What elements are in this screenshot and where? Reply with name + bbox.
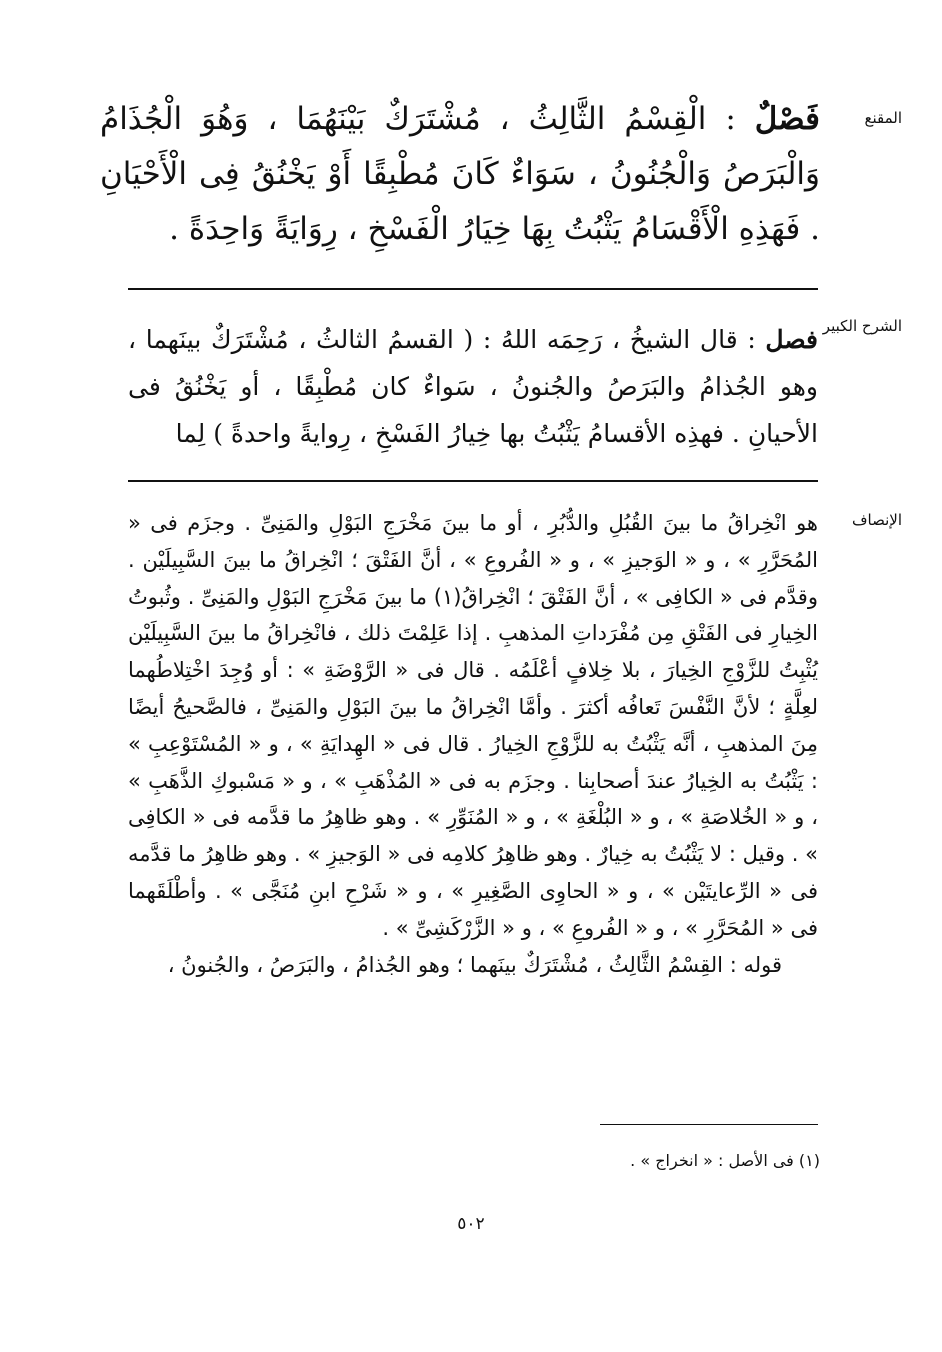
page-number: ٥٠٢ <box>457 1214 485 1234</box>
muqni-text-block <box>100 92 820 257</box>
insaf-paragraph: هو انْخِراقُ ما بينَ القُبُلِ والدُّبُرِ ، أو ما بينَ مَخْرَجِ البَوْلِ والمَنِىِّ . وجزَم فى « المُحَرَّرِ » ، و « الوَجيزِ » ، و « الفُروعِ » ، أنَّ الفَتْقَ ؛ انْخِراقُ ما بينَ السَّبِيلَيْن . وقدَّم فى « الكافِى » ، أنَّ الفَتْقَ ؛ انْخِراقُ(١) ما بينَ مَخْرَجِ البَوْلِ والمَنِىِّ . وثُبوتُ الخِيارِ فى الفَتْقِ مِن مُفْرَداتِ المذهبِ . إذا عَلِمْتَ ذلك ، فانْخِراقُ ما بينَ السَّبِيلَيْن يُثْبِتُ للزَّوْجِ الخِيارَ ، بلا خِلافٍ أعْلَمُه . قال فى « الرَّوْضَةِ » : أو وُجِدَ اخْتِلاطُهما لعِلَّةٍ ؛ لأنَّ النَّفْسَ تَعافُه أكثرَ . وأمَّا انْخِراقُ ما بينَ البَوْلِ والمَنِىِّ ، فالصَّحيحُ أيضًا مِنَ المذهبِ ، أنَّه يَثْبُتُ به للزَّوْجِ الخِيارُ . قال فى « الهِدايَةِ » ، و « المُسْتَوْعِبِ » : يَثْبُتُ به الخِيارُ عندَ أصحابِنا . وجزَم به فى « المُذْهَبِ » ، و « مَسْبوكِ الذَّهَبِ » ، و « الخُلاصَةِ » ، و « البُلْغَةِ » ، و « المُنَوِّرِ » . وهو ظاهِرُ ما قدَّمه فى « الكافِى » . وقيل : لا يَثْبُتُ به خِيارٌ . وهو ظاهِرُ كلامِه فى « الوَجيزِ » . وهو ظاهِرُ ما قدَّمه فى « الرِّعايتَيْن » ، و « الحاوِى الصَّغِيرِ » ، و « شَرْحِ ابنِ مُنَجَّى » . وأطْلَقَهما فى « المُحَرَّرِ » ، و « الفُروعِ » ، و « الزَّرْكَشِىِّ » . <box>128 511 818 940</box>
footnote: (١) فى الأصل : « انخراج » . <box>630 1151 820 1170</box>
muqni-label: المقنع <box>864 109 902 127</box>
sharh-heading: فصل <box>765 325 818 354</box>
sharh-label: الشرح الكبير <box>822 317 902 335</box>
muqni-body: : الْقِسْمُ الثَّالِثُ ، مُشْتَرَكٌ بَيْنَهُمَا ، وَهُوَ الْجُذَامُ وَالْبَرَصُ وَالْجُنُونُ ، سَوَاءٌ كَانَ مُطْبِقًا أَوْ يَخْنُقُ فِى الْأَحْيَانِ . فَهَذِهِ الْأَقْسَامُ يَثْبُتُ بِهَا خِيَارُ الْفَسْخِ ، رِوَايَةً وَاحِدَةً . <box>100 101 820 247</box>
sharh-text-block <box>128 316 818 457</box>
sharh-paragraph <box>128 316 818 457</box>
muqni-heading: فَصْلٌ <box>754 101 820 137</box>
insaf-last-line: قوله : القِسْمُ الثَّالِثُ ، مُشْتَرَكٌ بينَهما ؛ وهو الجُذامُ ، والبَرَصُ ، والجُنونُ ، <box>167 952 782 977</box>
section-divider <box>128 288 818 290</box>
insaf-label: الإنصاف <box>851 511 902 529</box>
section-divider <box>128 480 818 482</box>
footnote-divider <box>600 1124 818 1125</box>
sharh-body: : قال الشيخُ ، رَحِمَه اللهُ : ( القسمُ الثالثُ ، مُشْتَرَكٌ بينَهما ، وهو الجُذامُ والبَرَصُ والجُنونُ ، سَواءٌ كان مُطْبِقًا ، أو يَخْنُقُ فى الأحيانِ . فهذِه الأقسامُ يَثْبُتُ بها خِيارُ الفَسْخِ ، رِوايةً واحدةً ) لِما <box>128 325 818 448</box>
insaf-text-block <box>128 505 818 983</box>
muqni-paragraph <box>100 92 820 257</box>
